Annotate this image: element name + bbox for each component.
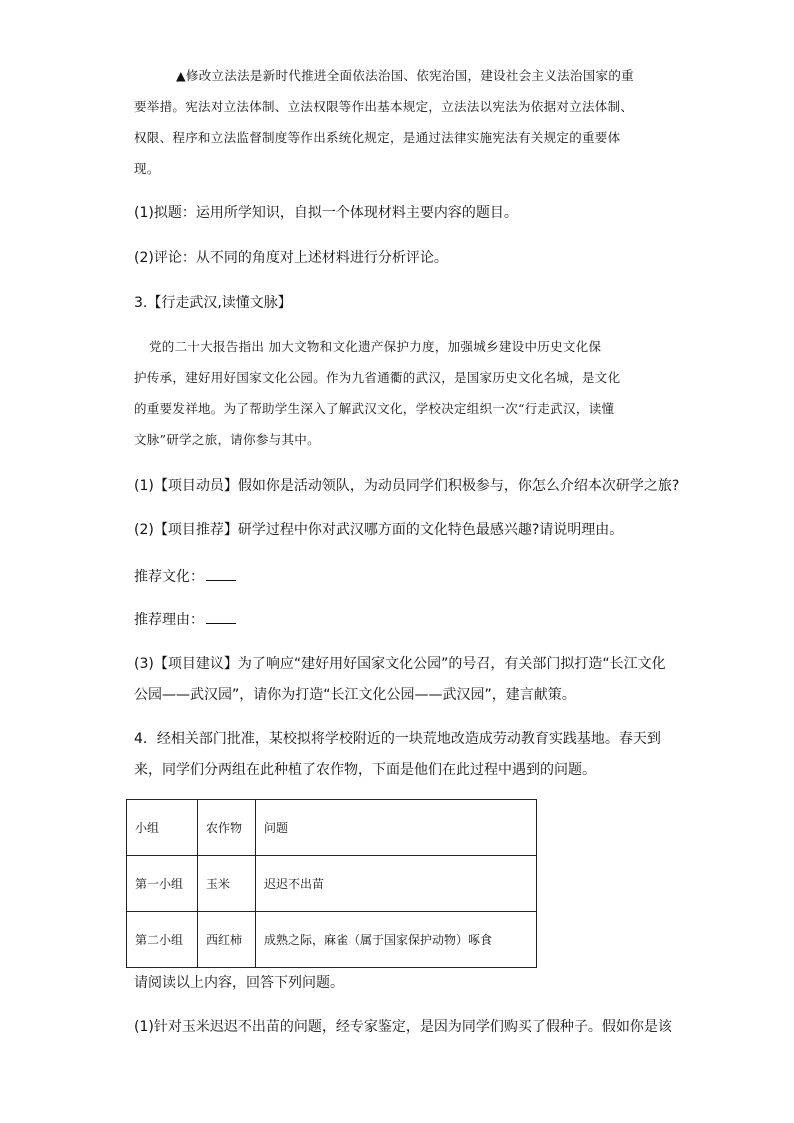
q3-heading: 3.【行走武汉,读懂文脉】 — [134, 295, 292, 311]
material-line: 现。 — [134, 161, 160, 176]
recommend-reason-label: 推荐理由： — [134, 612, 204, 628]
recommend-reason-line — [134, 604, 236, 636]
material-line: ▲修改立法法是新时代推进全面依法治国、依宪治国，建设社会主义法治国家的重 — [176, 68, 634, 83]
material-line: 护传承，建好用好国家文化公园。作为九省通衢的武汉，是国家历史文化名城，是文化 — [134, 370, 621, 385]
table-row — [127, 912, 537, 968]
crop-problem-table — [126, 799, 537, 968]
material-line: 权限、程序和立法监督制度等作出系统化规定，是通过法律实施宪法有关规定的重要体 — [134, 130, 621, 145]
table-cell: 玉米 — [198, 856, 256, 912]
answer-blank[interactable] — [206, 566, 236, 581]
table-cell: 第一小组 — [127, 856, 198, 912]
q2-sub1-text: (1)拟题：运用所学知识，自拟一个体现材料主要内容的题目。 — [134, 205, 518, 221]
table-cell: 成熟之际，麻雀（属于国家保护动物）啄食 — [256, 912, 537, 968]
q4-sub1-text: (1)针对玉米迟迟不出苗的问题，经专家鉴定，是因为同学们购买了假种子。假如你是该 — [134, 1019, 672, 1035]
material-paragraph-wuhan — [134, 331, 674, 455]
q3-sub1-text: (1)【项目动员】假如你是活动领队，为动员同学们积极参与，你怎么介绍本次研学之旅? — [134, 478, 680, 494]
q3-sub3-line: (3)【项目建议】为了响应“建好用好国家文化公园”的号召，有关部门拟打造“长江文化 — [134, 656, 666, 672]
q4-after-table-text: 请阅读以上内容，回答下列问题。 — [134, 975, 344, 991]
table-cell: 第二小组 — [127, 912, 198, 968]
q4-intro — [134, 724, 661, 786]
q4-intro-line: 4．经相关部门批准，某校拟将学校附近的一块荒地改造成劳动教育实践基地。春天到 — [134, 731, 661, 747]
table-row — [127, 856, 537, 912]
answer-blank[interactable] — [206, 609, 236, 624]
recommend-culture-line — [134, 561, 236, 593]
material-line: 要举措。宪法对立法体制、立法权限等作出基本规定，立法法以宪法为依据对立法体制、 — [134, 99, 634, 114]
recommend-culture-label: 推荐文化： — [134, 569, 204, 585]
q3-sub3-line: 公园——武汉园”，请你为打造“长江文化公园——武汉园”，建言献策。 — [134, 687, 576, 703]
q2-sub2-text: (2)评论：从不同的角度对上述材料进行分析评论。 — [134, 250, 448, 266]
table-header-cell: 问题 — [256, 800, 537, 856]
material-line: 的重要发祥地。为了帮助学生深入了解武汉文化，学校决定组织一次“行走武汉，读懂 — [134, 401, 615, 416]
table-header-cell: 小组 — [127, 800, 198, 856]
table-header-row — [127, 800, 537, 856]
q3-sub2-text: (2)【项目推荐】研学过程中你对武汉哪方面的文化特色最感兴趣?请说明理由。 — [134, 522, 624, 538]
material-line: 文脉”研学之旅，请你参与其中。 — [134, 432, 320, 447]
table-header-cell: 农作物 — [198, 800, 256, 856]
material-line: 党的二十大报告指出 加大文物和文化遗产保护力度，加强城乡建设中历史文化保 — [149, 339, 602, 354]
table-cell: 西红柿 — [198, 912, 256, 968]
q4-intro-line: 来，同学们分两组在此种植了农作物，下面是他们在此过程中遇到的问题。 — [134, 762, 596, 778]
q3-sub3-text — [134, 649, 666, 711]
table-cell: 迟迟不出苗 — [256, 856, 537, 912]
material-paragraph-legislation — [134, 60, 674, 184]
